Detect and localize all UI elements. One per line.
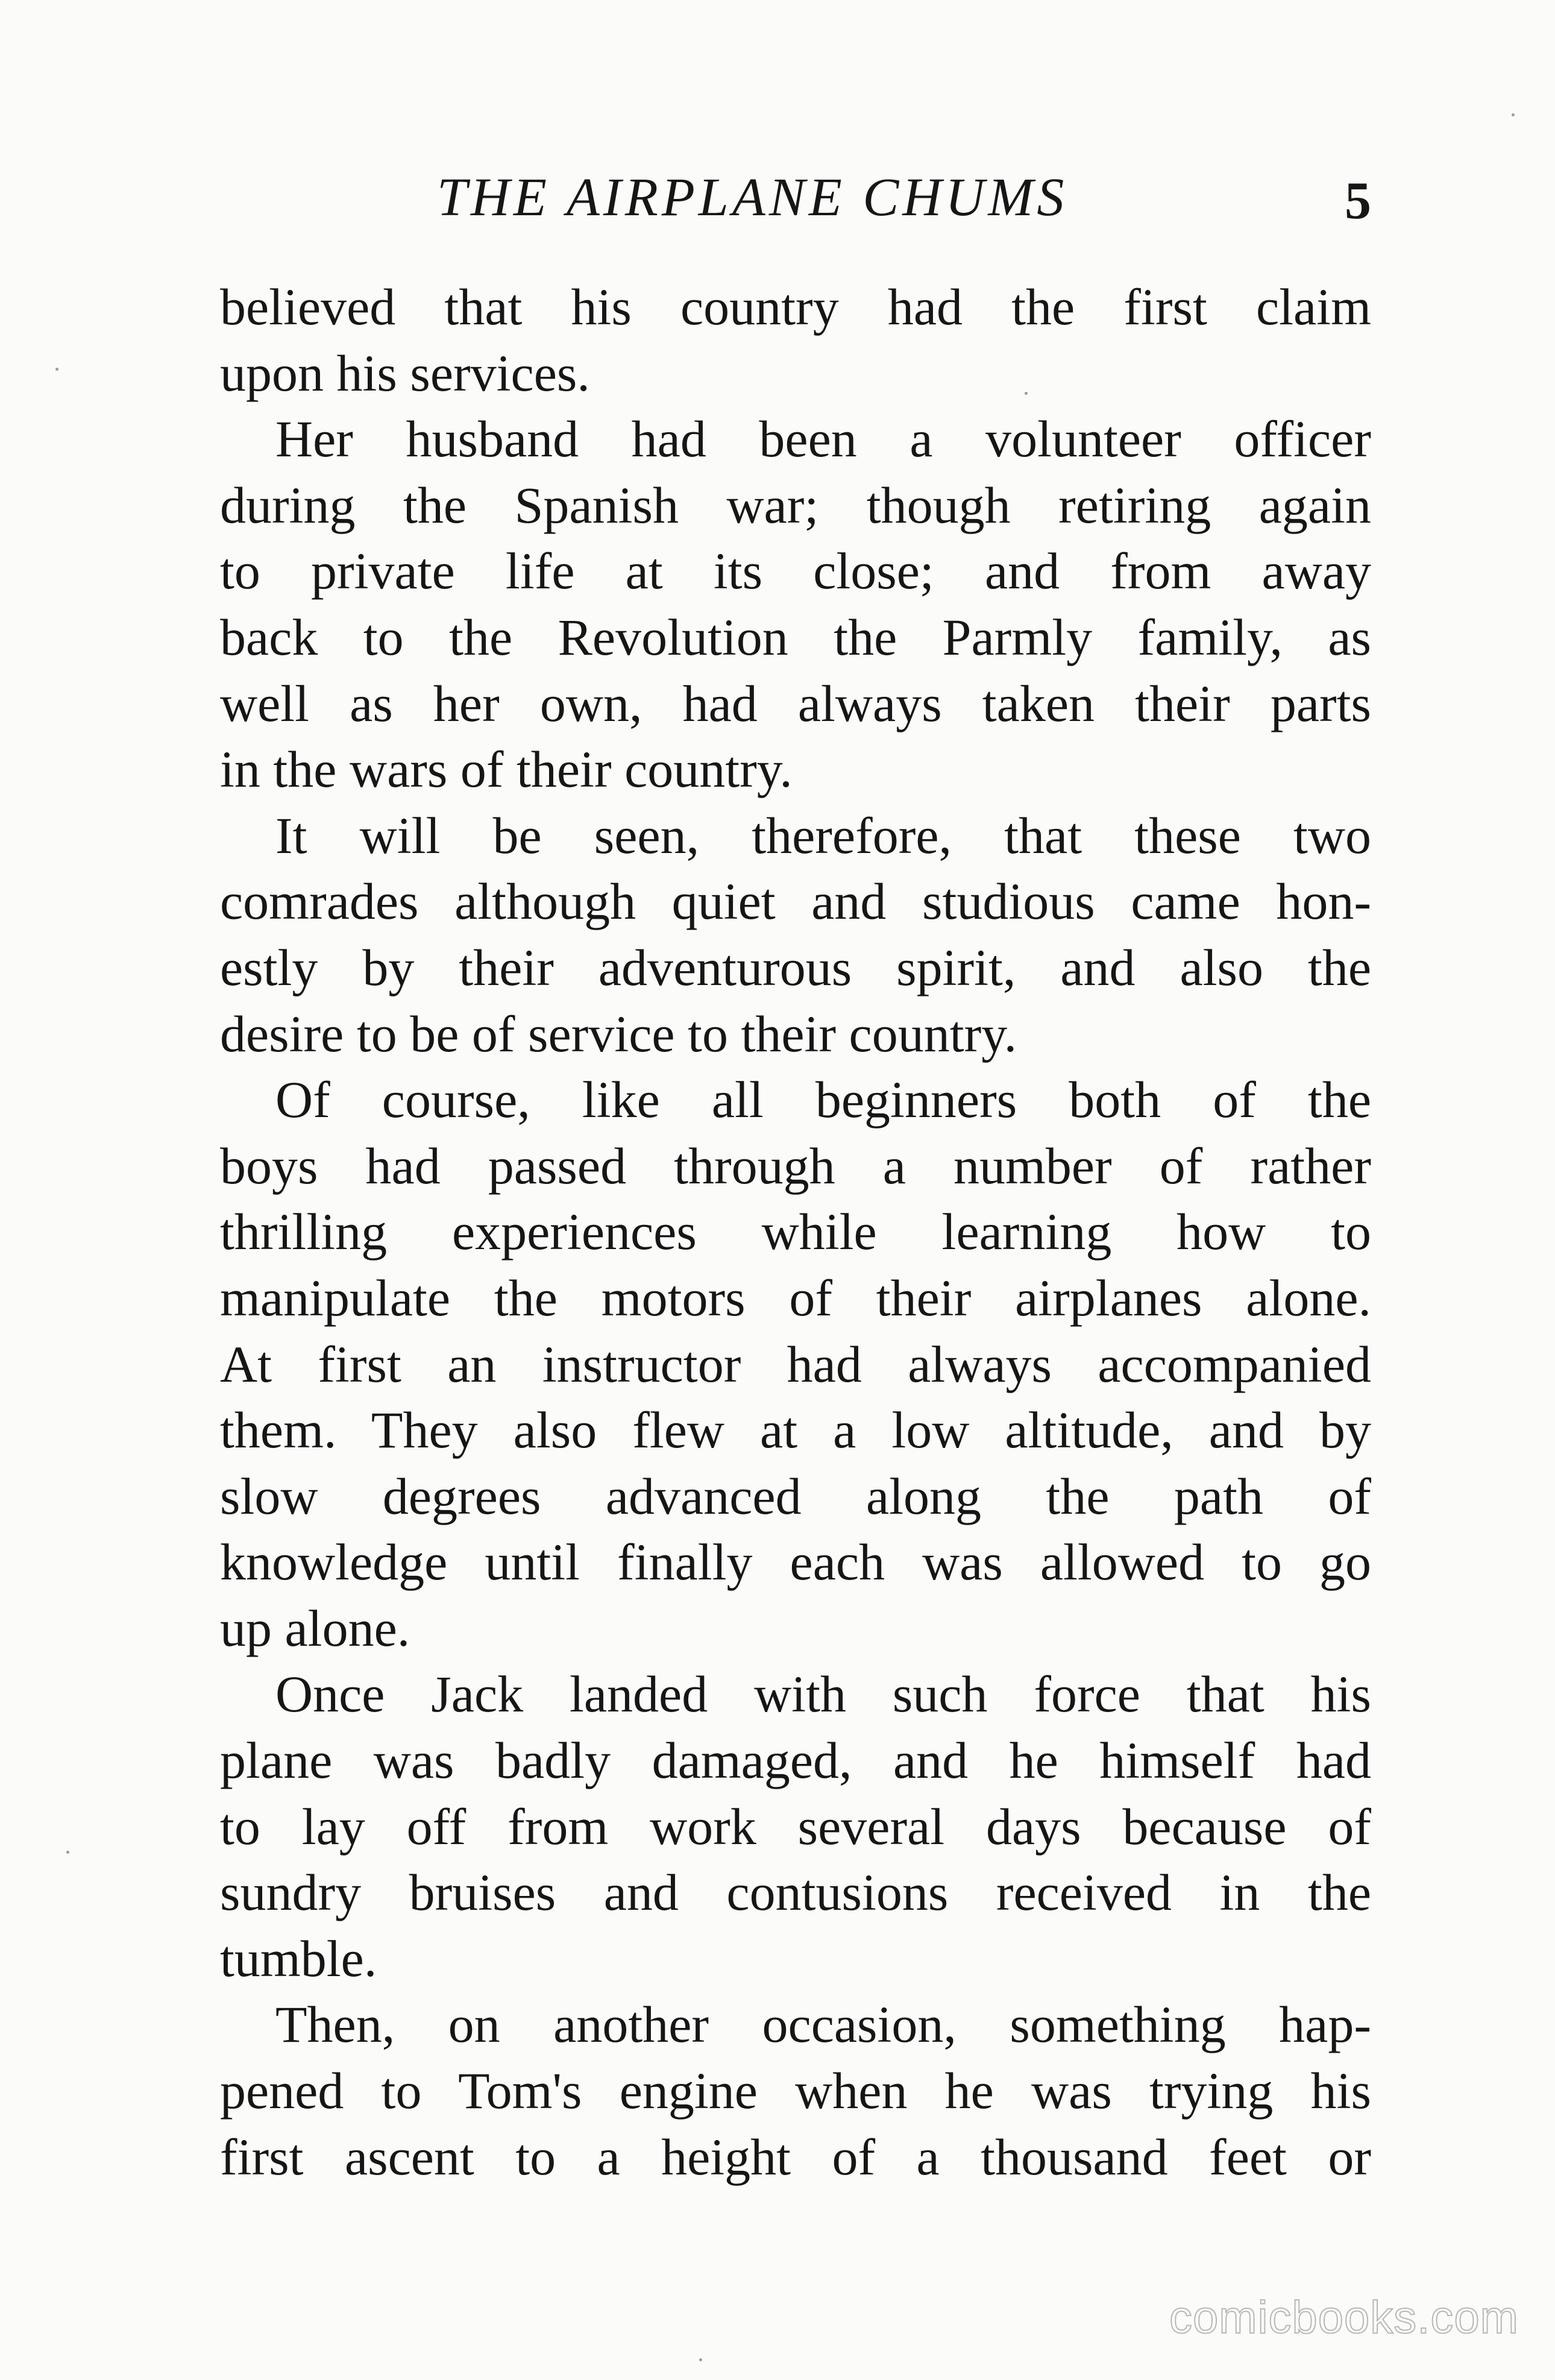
text-line: sundry bruises and contusions received in the — [220, 1863, 1371, 1922]
page-header — [220, 162, 1371, 234]
paragraph — [220, 1067, 1371, 1661]
text-line: manipulate the motors of their airplanes alone. — [220, 1268, 1371, 1327]
paragraph — [220, 274, 1371, 406]
text-line: them. They also flew at a low altitude, and by — [220, 1401, 1371, 1459]
scan-speck — [1512, 113, 1515, 116]
text-line: thrilling experiences while learning how to — [220, 1203, 1371, 1261]
running-title: THE AIRPLANE CHUMS — [437, 168, 1068, 227]
text-line: up alone. — [220, 1599, 410, 1657]
text-line: Her husband had been a volunteer officer — [275, 410, 1371, 468]
text-line: in the wars of their country. — [220, 740, 793, 799]
text-line: desire to be of service to their country. — [220, 1004, 1017, 1063]
watermark: comicbooks.com — [1169, 2292, 1519, 2343]
text-line: It will be seen, therefore, that these two — [275, 806, 1371, 864]
text-line: well as her own, had always taken their parts — [220, 674, 1371, 732]
paragraph — [220, 1661, 1371, 1992]
text-line: plane was badly damaged, and he himself had — [220, 1731, 1371, 1790]
scan-speck — [1025, 392, 1028, 395]
text-line: believed that his country had the first claim — [220, 278, 1371, 336]
paragraph — [220, 803, 1371, 1067]
text-line: comrades although quiet and studious came hon- — [220, 872, 1371, 931]
text-line: slow degrees advanced along the path of — [220, 1467, 1371, 1525]
text-line: during the Spanish war; though retiring again — [220, 476, 1371, 534]
page-number: 5 — [1345, 172, 1371, 230]
text-line: back to the Revolution the Parmly family, as — [220, 608, 1371, 666]
text-line: to private life at its close; and from away — [220, 542, 1371, 600]
body-text — [220, 274, 1371, 2190]
scan-speck — [66, 1851, 69, 1854]
paragraph — [220, 406, 1371, 803]
text-line: Of course, like all beginners both of the — [275, 1071, 1371, 1129]
text-line: Once Jack landed with such force that his — [275, 1665, 1371, 1724]
text-line: At first an instructor had always accompanied — [220, 1335, 1371, 1393]
text-line: Then, on another occasion, something hap- — [275, 1995, 1371, 2054]
text-line: first ascent to a height of a thousand feet or — [220, 2127, 1371, 2186]
text-line: boys had passed through a number of rather — [220, 1136, 1371, 1195]
paragraph — [220, 1992, 1371, 2190]
text-line: pened to Tom's engine when he was trying his — [220, 2062, 1371, 2120]
text-line: tumble. — [220, 1929, 377, 1988]
text-line: estly by their adventurous spirit, and also the — [220, 938, 1371, 996]
scan-speck — [699, 2358, 702, 2361]
scan-speck — [55, 368, 58, 371]
text-line: upon his services. — [220, 344, 590, 402]
text-line: to lay off from work several days because of — [220, 1797, 1371, 1856]
text-line: knowledge until finally each was allowed to go — [220, 1533, 1371, 1591]
